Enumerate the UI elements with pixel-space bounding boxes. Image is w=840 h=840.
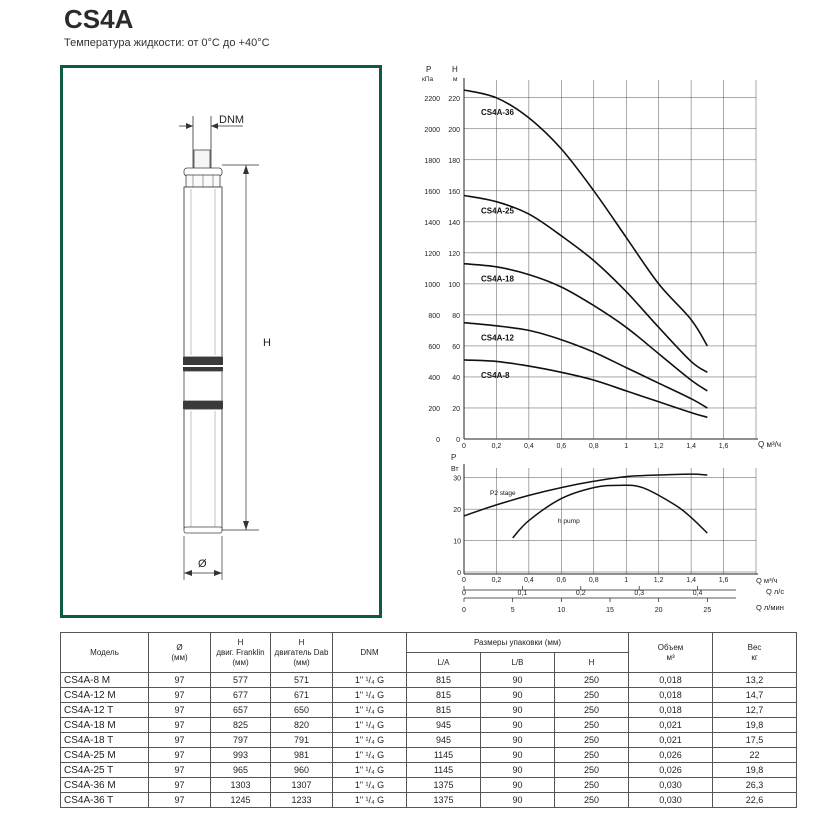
- m-tick-label: 160: [448, 188, 460, 196]
- cell-lb: 90: [481, 793, 555, 808]
- q-tick-label: 1,4: [686, 443, 696, 450]
- head-curve-chart: [422, 65, 781, 450]
- cell-hf: 825: [211, 718, 271, 733]
- m-tick-label: 0: [456, 437, 460, 444]
- cell-dnm: 1" ¹/₄ G: [333, 748, 407, 763]
- m-tick-label: 100: [448, 281, 460, 289]
- cell-la: 815: [407, 673, 481, 688]
- cell-w: 22,6: [713, 793, 797, 808]
- q-tick-label: 0,8: [588, 443, 599, 450]
- q-tick-label: 1: [624, 443, 629, 450]
- m-tick-label: 80: [452, 312, 460, 320]
- q-ls-tick-label: 0,3: [634, 590, 645, 597]
- col-pack: Размеры упаковки (мм): [407, 633, 629, 653]
- cell-h: 250: [555, 778, 629, 793]
- cell-w: 12,7: [713, 703, 797, 718]
- cell-w: 13,2: [713, 673, 797, 688]
- cell-hf: 993: [211, 748, 271, 763]
- cell-dia: 97: [149, 748, 211, 763]
- cell-la: 815: [407, 688, 481, 703]
- q-m3h-tick-label: 0,4: [524, 577, 534, 584]
- cell-h: 250: [555, 793, 629, 808]
- col-pack-lb: L/B: [481, 653, 555, 673]
- cell-h: 250: [555, 703, 629, 718]
- cell-vol: 0,026: [629, 748, 713, 763]
- temperature-note: Температура жидкости: от 0°C до +40°C: [64, 37, 270, 49]
- table-row: [61, 733, 797, 748]
- cell-dia: 97: [149, 793, 211, 808]
- cell-model: CS4A-36 T: [61, 793, 149, 808]
- kpa-tick-label: 0: [436, 437, 440, 444]
- cell-vol: 0,018: [629, 673, 713, 688]
- cell-model: CS4A-18 M: [61, 718, 149, 733]
- cell-vol: 0,030: [629, 778, 713, 793]
- cell-dnm: 1" ¹/₄ G: [333, 718, 407, 733]
- cell-model: CS4A-12 T: [61, 703, 149, 718]
- m-tick-label: 20: [452, 405, 460, 413]
- kpa-tick-label: 800: [428, 312, 440, 320]
- cell-dia: 97: [149, 718, 211, 733]
- q-m3h-tick-label: 0,8: [588, 577, 599, 584]
- q-tick-label: 1,6: [718, 443, 729, 450]
- cell-dia: 97: [149, 778, 211, 793]
- kpa-tick-label: 1600: [424, 188, 440, 196]
- table-row: [61, 718, 797, 733]
- cell-hf: 1303: [211, 778, 271, 793]
- q-m3h-tick-label: 1: [624, 577, 629, 584]
- kpa-tick-label: 1000: [424, 281, 440, 289]
- y-axis-kpa-title-p: P: [426, 65, 432, 74]
- series-label: CS4A-8: [481, 370, 510, 380]
- h-label: H: [263, 337, 271, 349]
- cell-hf: 965: [211, 763, 271, 778]
- q-ls-tick-label: 0,2: [575, 590, 586, 597]
- page-title: CS4A: [64, 4, 134, 34]
- cell-hd: 960: [271, 763, 333, 778]
- kpa-tick-label: 200: [428, 405, 440, 413]
- cell-hd: 671: [271, 688, 333, 703]
- q-lmin-tick-label: 0: [462, 607, 466, 614]
- cell-la: 1375: [407, 793, 481, 808]
- cell-w: 19,8: [713, 718, 797, 733]
- series-label: CS4A-12: [481, 333, 514, 343]
- curve-h-pump: [513, 485, 708, 538]
- cell-w: 22: [713, 748, 797, 763]
- q-ls-tick-label: 0: [462, 590, 466, 597]
- q-m3h-tick-label: 1,4: [686, 577, 696, 584]
- power-y-title-p: P: [451, 453, 457, 462]
- q-lmin-tick-label: 10: [557, 607, 566, 614]
- col-volume: Объем м³: [629, 633, 713, 673]
- col-pack-la: L/A: [407, 653, 481, 673]
- cell-vol: 0,018: [629, 703, 713, 718]
- m-tick-label: 180: [448, 157, 460, 165]
- q-m3h-tick-label: 1,6: [718, 577, 729, 584]
- col-h-dab: H двигатель Dab (мм): [271, 633, 333, 673]
- cell-la: 1145: [407, 763, 481, 778]
- series-label: CS4A-36: [481, 108, 514, 117]
- cell-w: 19,8: [713, 763, 797, 778]
- x3-axis-title: Q л/мин: [756, 603, 784, 612]
- diameter-label: Ø: [198, 558, 207, 570]
- cell-lb: 90: [481, 778, 555, 793]
- cell-hd: 1233: [271, 793, 333, 808]
- cell-hd: 820: [271, 718, 333, 733]
- q-m3h-tick-label: 0,6: [556, 577, 567, 584]
- kpa-tick-label: 400: [428, 374, 440, 382]
- cell-hf: 677: [211, 688, 271, 703]
- col-h-franklin: H двиг. Franklin (мм): [211, 633, 271, 673]
- cell-dia: 97: [149, 703, 211, 718]
- cell-dia: 97: [149, 763, 211, 778]
- col-diameter: Ø (мм): [149, 633, 211, 673]
- cell-model: CS4A-36 M: [61, 778, 149, 793]
- spec-table: [60, 632, 797, 808]
- table-row: [61, 793, 797, 808]
- series-label: CS4A-25: [481, 206, 514, 216]
- cell-model: CS4A-8 M: [61, 673, 149, 688]
- m-tick-label: 200: [448, 126, 460, 134]
- cell-hf: 797: [211, 733, 271, 748]
- cell-hd: 981: [271, 748, 333, 763]
- cell-lb: 90: [481, 763, 555, 778]
- cell-vol: 0,018: [629, 688, 713, 703]
- cell-la: 815: [407, 703, 481, 718]
- m-tick-label: 40: [452, 374, 460, 382]
- cell-la: 1375: [407, 778, 481, 793]
- cell-h: 250: [555, 763, 629, 778]
- cell-dia: 97: [149, 733, 211, 748]
- cell-model: CS4A-18 T: [61, 733, 149, 748]
- cell-la: 945: [407, 718, 481, 733]
- cell-dnm: 1" ¹/₄ G: [333, 703, 407, 718]
- m-tick-label: 140: [448, 219, 460, 227]
- y-axis-kpa-title-unit: кПа: [422, 76, 434, 83]
- cell-vol: 0,021: [629, 733, 713, 748]
- power-tick-label: 10: [453, 538, 461, 546]
- cell-vol: 0,021: [629, 718, 713, 733]
- x-axis-title: Q м³/ч: [758, 440, 781, 449]
- cell-dnm: 1" ¹/₄ G: [333, 673, 407, 688]
- cell-h: 250: [555, 688, 629, 703]
- m-tick-label: 60: [452, 343, 460, 351]
- dnm-label: DNM: [219, 114, 245, 126]
- q-tick-label: 0,6: [556, 443, 567, 450]
- cell-hd: 1307: [271, 778, 333, 793]
- series-label: CS4A-18: [481, 274, 514, 284]
- kpa-tick-label: 1400: [424, 219, 440, 227]
- q-tick-label: 0,4: [524, 443, 534, 450]
- col-weight: Вес кг: [713, 633, 797, 673]
- cell-dia: 97: [149, 688, 211, 703]
- cell-h: 250: [555, 748, 629, 763]
- kpa-tick-label: 1800: [424, 157, 440, 165]
- q-tick-label: 0: [462, 443, 466, 450]
- col-pack-h: H: [555, 653, 629, 673]
- y-axis-m-title-h: H: [452, 65, 458, 74]
- x1-axis-title: Q м³/ч: [756, 576, 778, 585]
- q-m3h-tick-label: 1,2: [653, 577, 664, 584]
- cell-hf: 1245: [211, 793, 271, 808]
- m-tick-label: 120: [448, 250, 460, 258]
- kpa-tick-label: 2200: [424, 95, 440, 103]
- cell-lb: 90: [481, 733, 555, 748]
- table-row: [61, 763, 797, 778]
- q-lmin-tick-label: 5: [510, 607, 515, 614]
- cell-la: 945: [407, 733, 481, 748]
- cell-h: 250: [555, 718, 629, 733]
- cell-vol: 0,030: [629, 793, 713, 808]
- cell-lb: 90: [481, 673, 555, 688]
- table-row: [61, 748, 797, 763]
- cell-dnm: 1" ¹/₄ G: [333, 778, 407, 793]
- cell-h: 250: [555, 733, 629, 748]
- cell-w: 17,5: [713, 733, 797, 748]
- table-row: [61, 703, 797, 718]
- m-tick-label: 220: [448, 95, 460, 103]
- series-label: h pump: [558, 518, 580, 525]
- q-ls-tick-label: 0,4: [692, 590, 703, 597]
- cell-lb: 90: [481, 748, 555, 763]
- cell-hf: 577: [211, 673, 271, 688]
- kpa-tick-label: 1200: [424, 250, 440, 258]
- curve-cs4a-36: [464, 90, 707, 346]
- cell-dnm: 1" ¹/₄ G: [333, 733, 407, 748]
- q-tick-label: 0,2: [491, 443, 502, 450]
- cell-w: 14,7: [713, 688, 797, 703]
- cell-vol: 0,026: [629, 763, 713, 778]
- cell-dnm: 1" ¹/₄ G: [333, 793, 407, 808]
- cell-hd: 650: [271, 703, 333, 718]
- cell-hd: 571: [271, 673, 333, 688]
- table-row: [61, 673, 797, 688]
- cell-hd: 791: [271, 733, 333, 748]
- q-lmin-tick-label: 25: [703, 607, 712, 614]
- cell-model: CS4A-25 M: [61, 748, 149, 763]
- cell-h: 250: [555, 673, 629, 688]
- cell-la: 1145: [407, 748, 481, 763]
- cell-lb: 90: [481, 703, 555, 718]
- cell-dnm: 1" ¹/₄ G: [333, 688, 407, 703]
- power-tick-label: 0: [457, 570, 461, 577]
- kpa-tick-label: 2000: [424, 126, 440, 134]
- cell-model: CS4A-25 T: [61, 763, 149, 778]
- series-label: P2 stage: [490, 490, 516, 497]
- power-tick-label: 30: [453, 475, 461, 483]
- cell-lb: 90: [481, 718, 555, 733]
- kpa-tick-label: 600: [428, 343, 440, 351]
- table-row: [61, 688, 797, 703]
- q-lmin-tick-label: 15: [606, 607, 614, 614]
- q-ls-tick-label: 0,1: [517, 590, 528, 597]
- q-lmin-tick-label: 20: [654, 607, 663, 614]
- cell-lb: 90: [481, 688, 555, 703]
- cell-w: 26,3: [713, 778, 797, 793]
- power-tick-label: 20: [453, 507, 461, 515]
- cell-model: CS4A-12 M: [61, 688, 149, 703]
- cell-dia: 97: [149, 673, 211, 688]
- cell-dnm: 1" ¹/₄ G: [333, 763, 407, 778]
- power-curve-chart: [451, 453, 784, 614]
- q-m3h-tick-label: 0,2: [491, 577, 502, 584]
- cell-hf: 657: [211, 703, 271, 718]
- col-dnm: DNM: [333, 633, 407, 673]
- table-row: [61, 778, 797, 793]
- x2-axis-title: Q л/с: [766, 587, 785, 596]
- power-y-title-unit: Вт: [451, 466, 459, 473]
- q-tick-label: 1,2: [653, 443, 664, 450]
- y-axis-m-title-unit: м: [453, 76, 458, 83]
- q-m3h-tick-label: 0: [462, 577, 466, 584]
- col-model: Модель: [61, 633, 149, 673]
